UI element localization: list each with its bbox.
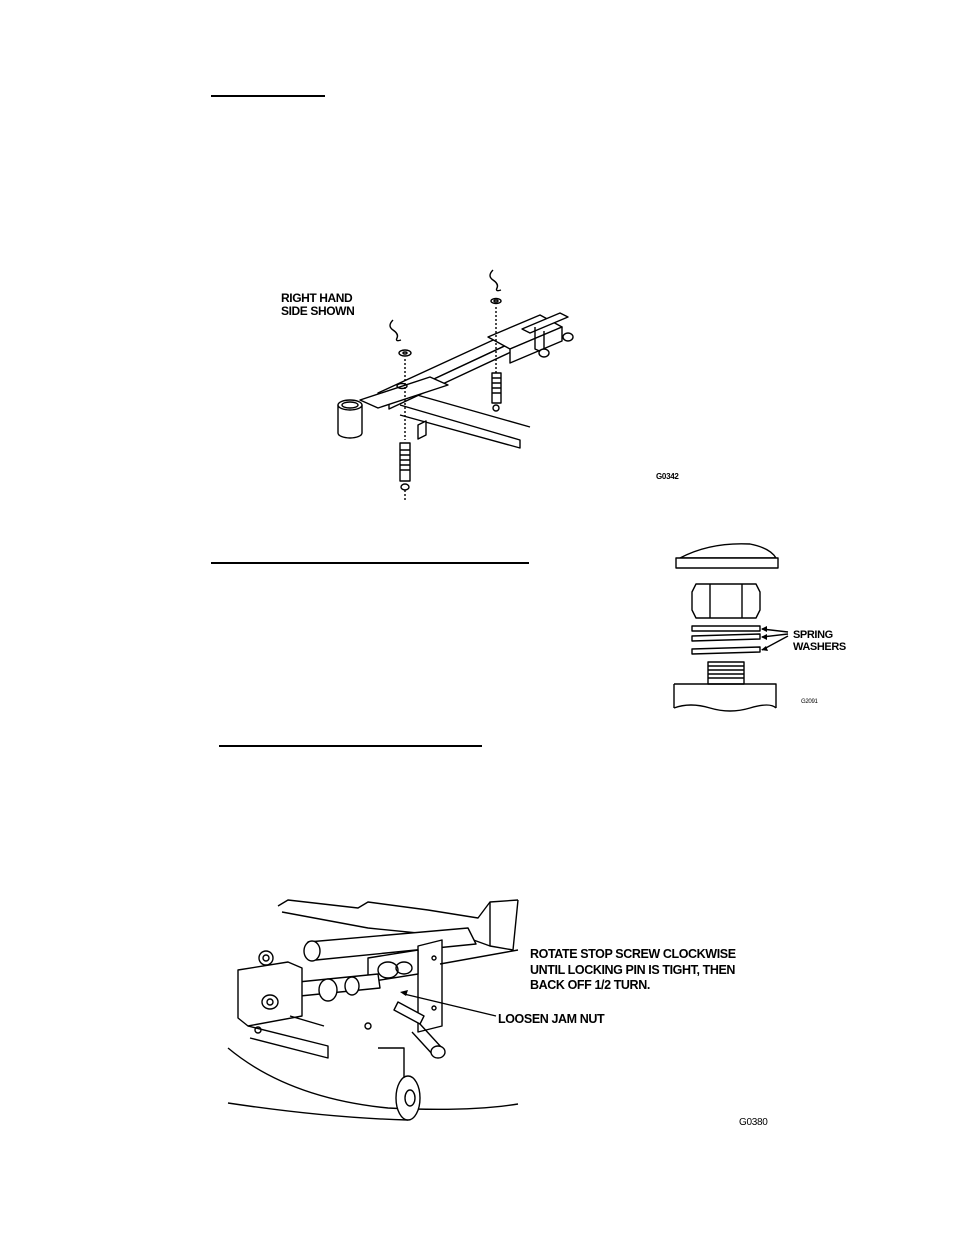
heading-rule-2: [211, 562, 529, 564]
figure3-callout-jam-nut: LOOSEN JAM NUT: [498, 1012, 605, 1026]
figure3-callout1-line3: BACK OFF 1/2 TURN.: [530, 978, 650, 992]
heading-rule-3: [219, 745, 482, 747]
figure3-code: G0380: [739, 1117, 768, 1128]
spring-washer-illustration: [670, 540, 790, 715]
figure3-callout1-line2: UNTIL LOCKING PIN IS TIGHT, THEN: [530, 962, 736, 977]
figure3-callout-rotate: [530, 947, 736, 994]
stop-screw-illustration: [228, 898, 518, 1128]
heading-rule-1: [211, 95, 325, 97]
figure1-label-line1: RIGHT HAND: [281, 291, 353, 305]
pivot-arm-illustration: [330, 265, 590, 505]
figure1-label-line2: SIDE SHOWN: [281, 304, 355, 318]
figure2-label-line1: SPRING: [793, 629, 833, 641]
figure3-callout1-line1: ROTATE STOP SCREW CLOCKWISE: [530, 947, 736, 961]
figure2-washer-label: [793, 629, 846, 653]
figure2-code: G2091: [801, 699, 818, 705]
figure1-code: G0342: [656, 472, 679, 481]
figure2-label-line2: WASHERS: [793, 641, 846, 653]
